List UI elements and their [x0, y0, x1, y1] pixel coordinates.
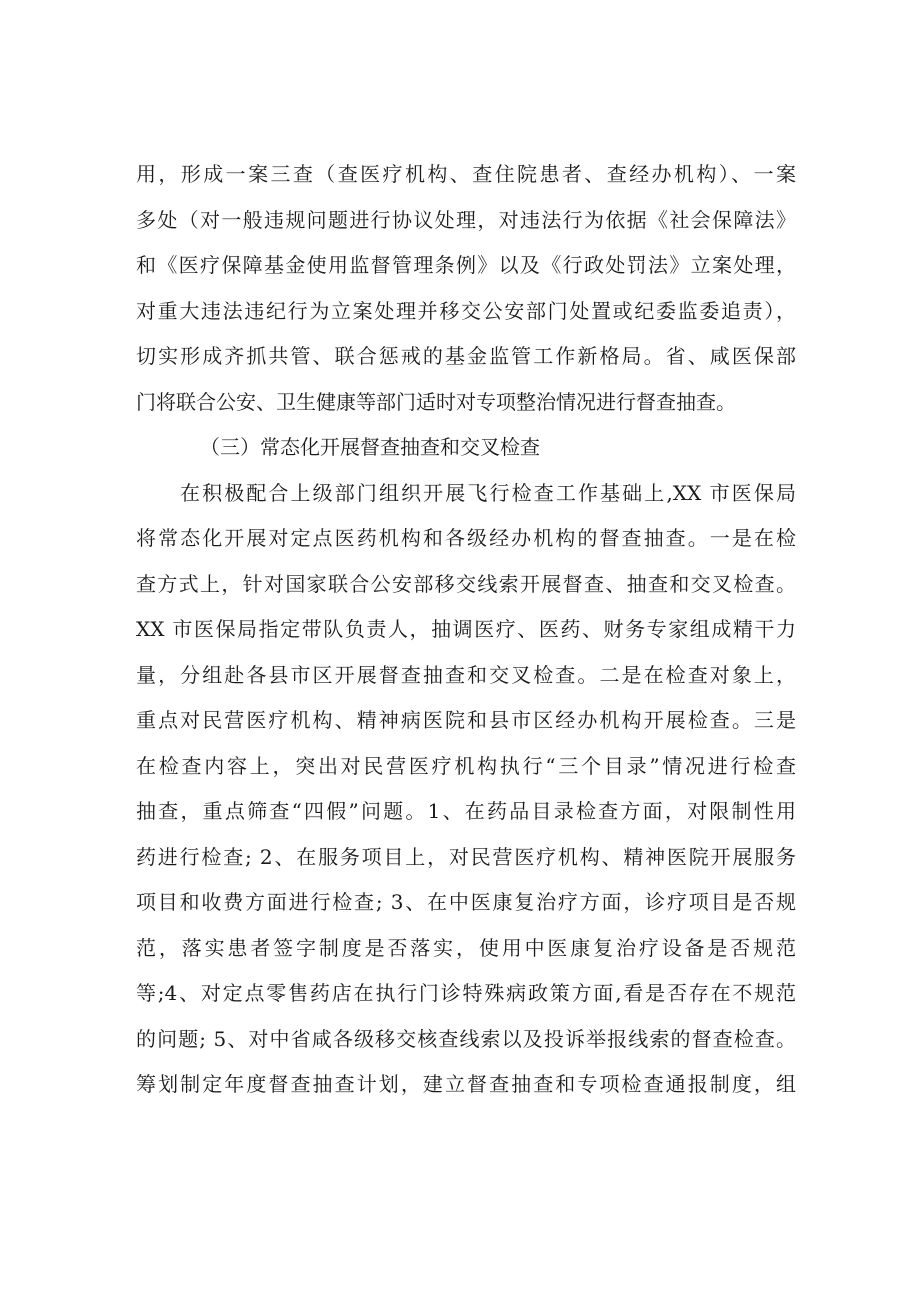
document-body [136, 152, 796, 1108]
paragraph-line: 将常态化开展对定点医药机构和各级经办机构的督查抽查。一是在检 [136, 526, 796, 550]
paragraph-line: 的问题; 5、对中省咸各级移交核查线索以及投诉举报线索的督查检查。 [136, 1026, 796, 1051]
paragraph-line: 用，形成一案三查（查医疗机构、查住院患者、查经办机构）、一案 [136, 162, 796, 186]
paragraph-line: 多处（对一般违规问题进行协议处理，对违法行为依据《社会保障法》 [136, 207, 796, 232]
paragraph-line: 范，落实患者签字制度是否落实，使用中医康复治疗设备是否规范 [136, 935, 796, 960]
paragraph-line: 在积极配合上级部门组织开展飞行检查工作基础上,XX 市医保局 [180, 480, 796, 505]
paragraph-2 [136, 471, 796, 1108]
paragraph-line: 量，分组赴各县市区开展督查抽查和交叉检查。二是在检查对象上， [136, 662, 796, 687]
paragraph-line: 切实形成齐抓共管、联合惩戒的基金监管工作新格局。省、咸医保部 [136, 344, 796, 368]
paragraph-line: 抽查，重点筛查“四假”问题。1、在药品目录检查方面，对限制性用 [136, 799, 796, 823]
paragraph-line: 药进行检查; 2、在服务项目上，对民营医疗机构、精神医院开展服务 [136, 844, 796, 869]
paragraph-line: 在检查内容上，突出对民营医疗机构执行“三个目录”情况进行检查 [136, 753, 796, 778]
paragraph-line: 门将联合公安、卫生健康等部门适时对专项整治情况进行督查抽查。 [136, 389, 736, 414]
paragraph-line: 重点对民营医疗机构、精神病医院和县市区经办机构开展检查。三是 [136, 708, 796, 732]
paragraph-line: 筹划制定年度督查抽查计划，建立督查抽查和专项检查通报制度，组 [136, 1072, 796, 1096]
section-heading: （三）常态化开展督查抽查和交叉检查 [200, 435, 540, 459]
paragraph-line: 项目和收费方面进行检查; 3、在中医康复治疗方面，诊疗项目是否规 [136, 890, 796, 914]
paragraph-line: 和《医疗保障基金使用监督管理条例》以及《行政处罚法》立案处理， [136, 253, 796, 277]
paragraph-line: 等;4、对定点零售药店在执行门诊特殊病政策方面,看是否存在不规范 [136, 981, 796, 1005]
paragraph-1 [136, 152, 796, 425]
paragraph-line: XX 市医保局指定带队负责人，抽调医疗、医药、财务专家组成精干力 [136, 617, 796, 641]
paragraph-line: 查方式上，针对国家联合公安部移交线索开展督查、抽查和交叉检查。 [136, 571, 796, 596]
paragraph-line: 对重大违法违纪行为立案处理并移交公安部门处置或纪委监委追责）， [136, 298, 796, 323]
